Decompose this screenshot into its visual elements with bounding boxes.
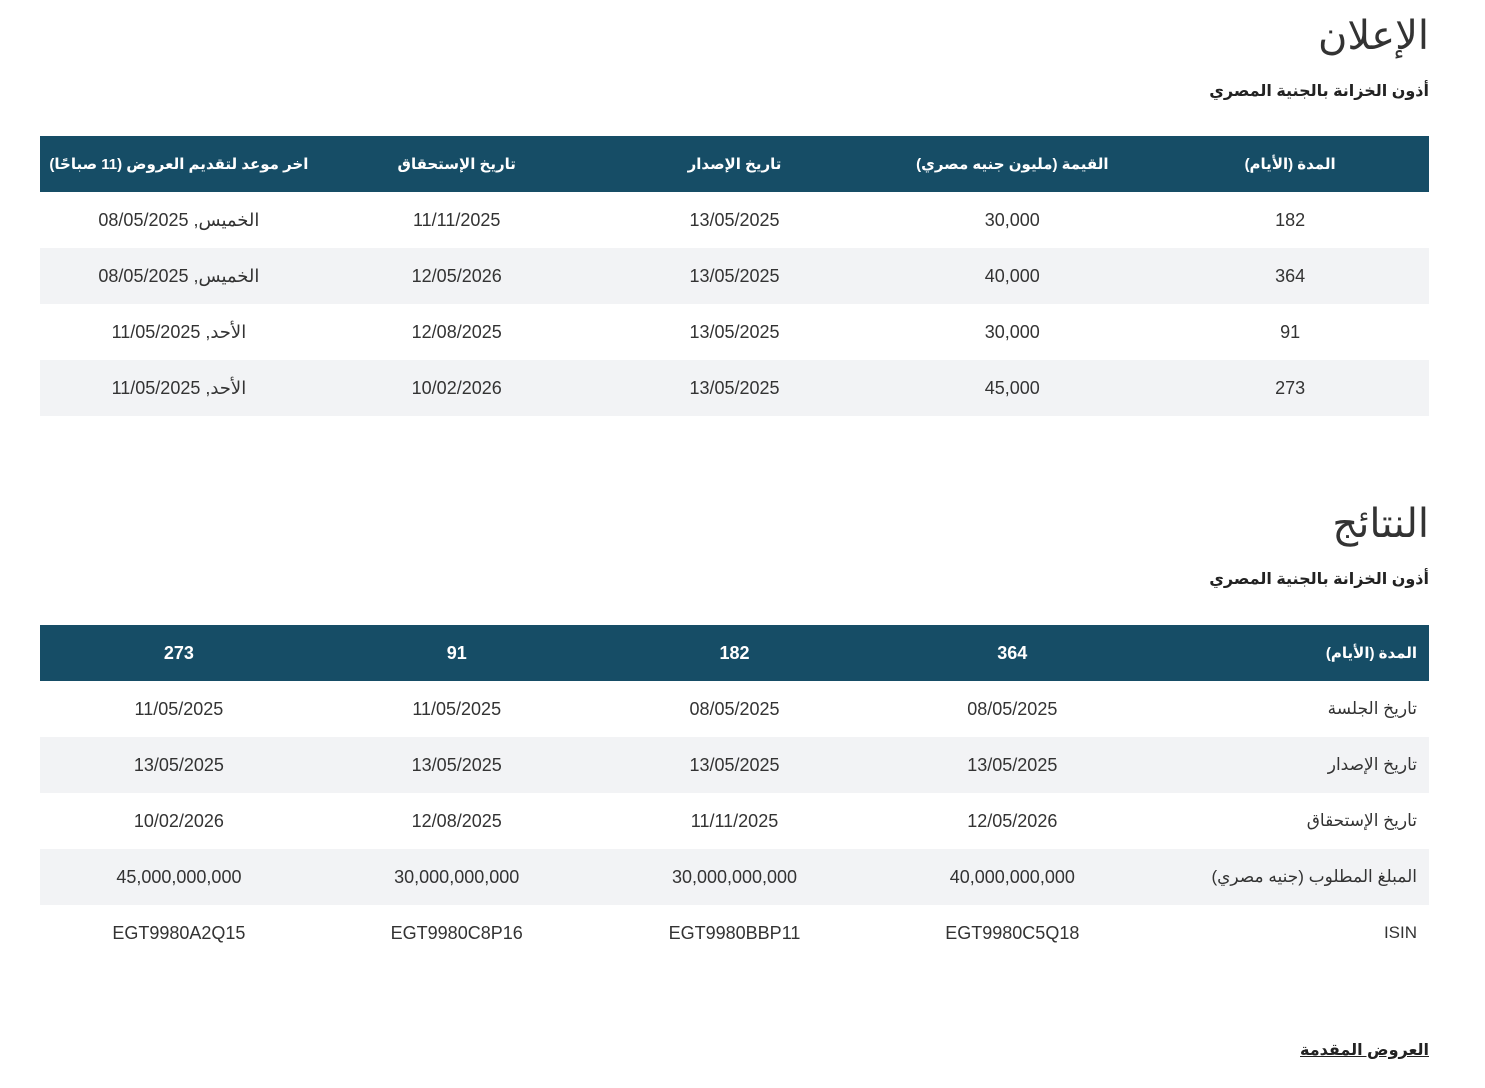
results-table-wrap xyxy=(40,625,1429,961)
header-days: المدة (الأيام) xyxy=(1244,156,1336,173)
cell-deadline: الأحد, 11/05/2025 xyxy=(111,377,247,398)
table-row xyxy=(40,681,1429,737)
header-term: 91 xyxy=(446,642,467,663)
results-table xyxy=(40,625,1429,961)
cell-value: 08/05/2025 xyxy=(689,698,780,719)
results-header-row xyxy=(40,625,1429,681)
announcement-table-wrap xyxy=(40,136,1429,416)
cell-value: 45,000 xyxy=(984,377,1040,398)
table-row xyxy=(40,304,1429,360)
cell-value: 13/05/2025 xyxy=(689,754,780,775)
cell-days: 273 xyxy=(1275,377,1306,398)
row-label: ISIN xyxy=(1383,923,1417,942)
cell-value: 40,000,000,000 xyxy=(949,866,1075,887)
submitted-bids-link[interactable]: العروض المقدمة xyxy=(1300,1042,1429,1059)
cell-value: 11/11/2025 xyxy=(690,810,779,831)
header-days-label: المدة (الأيام) xyxy=(1325,645,1417,662)
cell-deadline: الأحد, 11/05/2025 xyxy=(111,321,247,342)
cell-value: 45,000,000,000 xyxy=(116,866,242,887)
cell-value: 30,000,000,000 xyxy=(394,866,520,887)
cell-value: 12/05/2026 xyxy=(967,810,1058,831)
row-label: تاريخ الجلسة xyxy=(1327,699,1417,718)
cell-days: 364 xyxy=(1275,265,1306,286)
cell-value: 13/05/2025 xyxy=(411,754,502,775)
cell-deadline: الخميس, 08/05/2025 xyxy=(98,209,260,230)
cell-value: EGT9980C5Q18 xyxy=(945,922,1080,943)
cell-value: 30,000 xyxy=(984,321,1040,342)
announcement-table xyxy=(40,136,1429,416)
table-row xyxy=(40,360,1429,416)
results-subtitle: أذون الخزانة بالجنية المصري xyxy=(1209,571,1429,588)
cell-deadline: الخميس, 08/05/2025 xyxy=(98,265,260,286)
cell-issue-date: 13/05/2025 xyxy=(689,209,780,230)
header-term: 273 xyxy=(163,642,194,663)
cell-value: EGT9980BBP11 xyxy=(668,922,801,943)
announcement-title: الإعلان xyxy=(1317,13,1429,59)
results-title: النتائج xyxy=(1332,501,1429,547)
cell-maturity-date: 12/08/2025 xyxy=(411,321,502,342)
cell-value: 10/02/2026 xyxy=(133,810,224,831)
cell-issue-date: 13/05/2025 xyxy=(689,265,780,286)
cell-value: EGT9980C8P16 xyxy=(390,922,523,943)
cell-issue-date: 13/05/2025 xyxy=(689,377,780,398)
cell-value: 11/05/2025 xyxy=(134,698,224,719)
results-section xyxy=(40,500,1429,590)
table-row xyxy=(40,192,1429,248)
cell-value: 13/05/2025 xyxy=(967,754,1058,775)
table-row xyxy=(40,793,1429,849)
header-deadline: اخر موعد لتقديم العروض (11 صباحًا) xyxy=(49,156,309,173)
cell-value: 40,000 xyxy=(984,265,1040,286)
cell-issue-date: 13/05/2025 xyxy=(689,321,780,342)
cell-value: 12/08/2025 xyxy=(411,810,502,831)
table-row xyxy=(40,849,1429,905)
header-value: القيمة (مليون جنيه مصري) xyxy=(916,156,1109,173)
cell-maturity-date: 11/11/2025 xyxy=(413,209,501,230)
header-issue-date: تاريخ الإصدار xyxy=(687,156,782,173)
row-label: تاريخ الإستحقاق xyxy=(1306,811,1417,830)
announcement-subtitle: أذون الخزانة بالجنية المصري xyxy=(1209,83,1429,100)
cell-value: 30,000 xyxy=(984,209,1040,230)
table-row xyxy=(40,905,1429,961)
cell-value: 08/05/2025 xyxy=(967,698,1058,719)
cell-value: 30,000,000,000 xyxy=(671,866,798,887)
table-row xyxy=(40,737,1429,793)
cell-value: 13/05/2025 xyxy=(133,754,224,775)
announcement-section xyxy=(40,12,1429,102)
cell-maturity-date: 12/05/2026 xyxy=(411,265,502,286)
table-row xyxy=(40,248,1429,304)
cell-maturity-date: 10/02/2026 xyxy=(411,377,502,398)
cell-value: 11/05/2025 xyxy=(412,698,502,719)
row-label: تاريخ الإصدار xyxy=(1327,755,1417,774)
cell-days: 182 xyxy=(1275,209,1306,230)
header-term: 182 xyxy=(719,642,750,663)
row-label: المبلغ المطلوب (جنيه مصري) xyxy=(1211,867,1417,886)
header-term: 364 xyxy=(997,642,1028,663)
cell-value: EGT9980A2Q15 xyxy=(112,922,246,943)
cell-days: 91 xyxy=(1280,321,1301,342)
announcement-header-row xyxy=(40,136,1429,192)
header-maturity-date: تاريخ الإستحقاق xyxy=(397,156,516,173)
